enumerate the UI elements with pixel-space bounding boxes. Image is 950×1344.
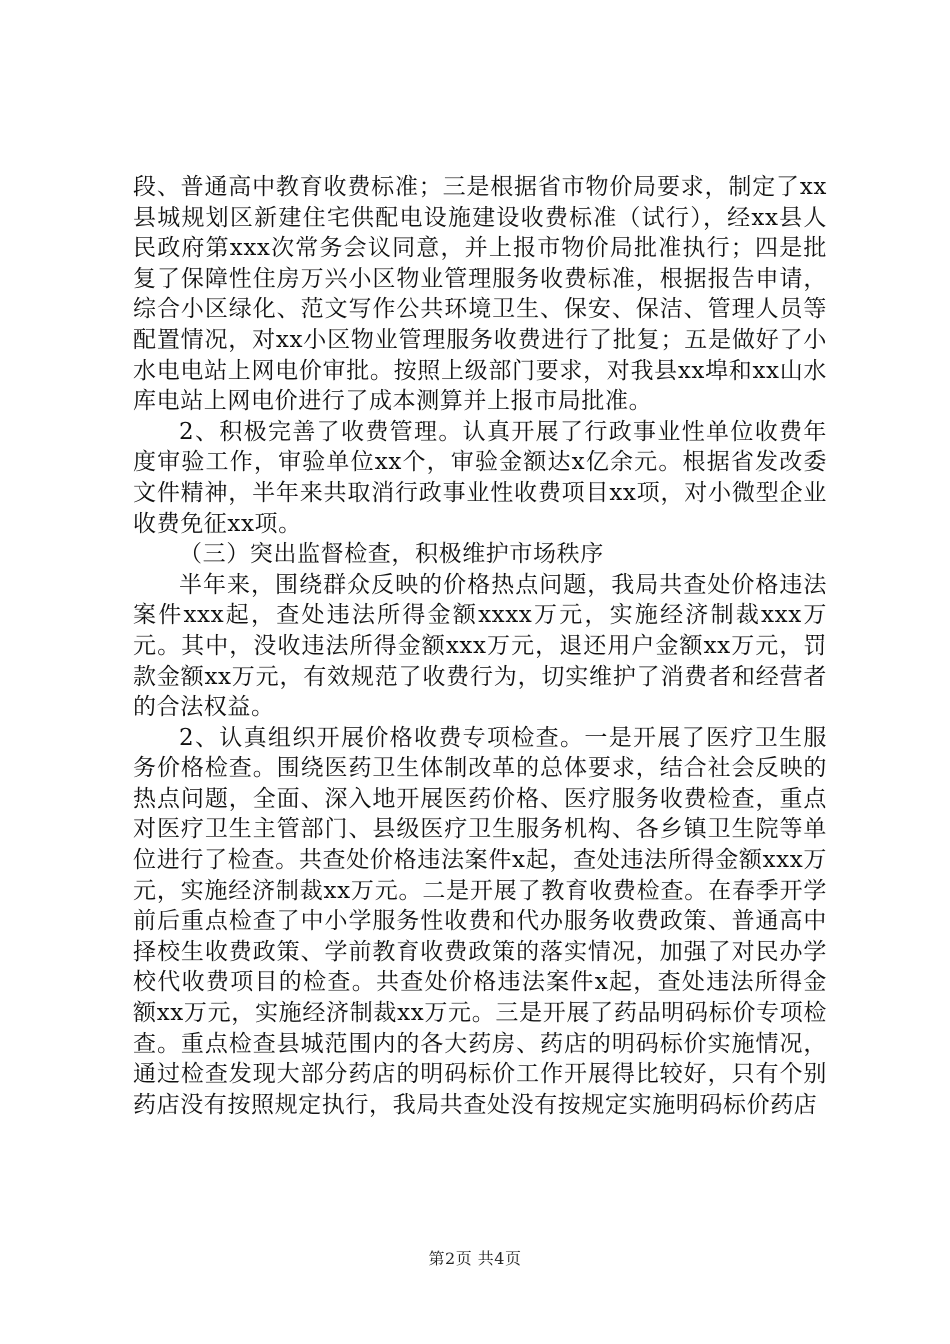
paragraph-special-inspections: 2、认真组织开展价格收费专项检查。一是开展了医疗卫生服务价格检查。围绕医药卫生体制改革的总体要求，结合社会反映的热点问题，全面、深入地开展医药价格、医疗服务收费检查，重点对医疗卫生主管部门、县级医疗卫生服务机构、各乡镇卫生院等单位进行了检查。共查处价格违法案件x起，查处违法所得金额xxx万元，实施经济制裁xx万元。二是开展了教育收费检查。在春季开学前后重点检查了中小学服务性收费和代办服务收费政策、普通高中择校生收费政策、学前教育收费政策的落实情况，加强了对民办学校代收费项目的检查。共查处价格违法案件x起，查处违法所得金额xx万元，实施经济制裁xx万元。三是开展了药品明码标价专项检查。重点检查县城范围内的各大药房、药店的明码标价实施情况，通过检查发现大部分药店的明码标价工作开展得比较好，只有个别药店没有按照规定执行，我局共查处没有按规定实施明码标价药店: [133, 724, 827, 1118]
paragraph-pricing-standards: 段、普通高中教育收费标准；三是根据省市物价局要求，制定了xx县城规划区新建住宅供配电设施建设收费标准（试行），经xx县人民政府第xxx次常务会议同意，并上报市物价局批准执行；四是批复了保障性住房万兴小区物业管理服务收费标准，根据报告申请，综合小区绿化、范文写作公共环境卫生、保安、保洁、管理人员等配置情况，对xx小区物业管理服务收费进行了批复；五是做好了小水电电站上网电价审批。按照上级部门要求，对我县xx埠和xx山水库电站上网电价进行了成本测算并上报市局批准。: [133, 174, 827, 415]
page-footer: 第2页 共4页: [428, 1249, 522, 1268]
section-heading-supervision: （三）突出监督检查，积极维护市场秩序: [179, 541, 604, 568]
paragraph-half-year-cases: 半年来，围绕群众反映的价格热点问题，我局共查处价格违法案件xxx起，查处违法所得金额xxxx万元，实施经济制裁xxx万元。其中，没收违法所得金额xxx万元，退还用户金额xx万元，罚款金额xx万元，有效规范了收费行为，切实维护了消费者和经营者的合法权益。: [133, 571, 827, 721]
document-body: [133, 172, 827, 1120]
paragraph-fee-management: 2、积极完善了收费管理。认真开展了行政事业性单位收费年度审验工作，审验单位xx个，审验金额达x亿余元。根据省发改委文件精神，半年来共取消行政事业性收费项目xx项，对小微型企业收费免征xx项。: [133, 418, 827, 537]
